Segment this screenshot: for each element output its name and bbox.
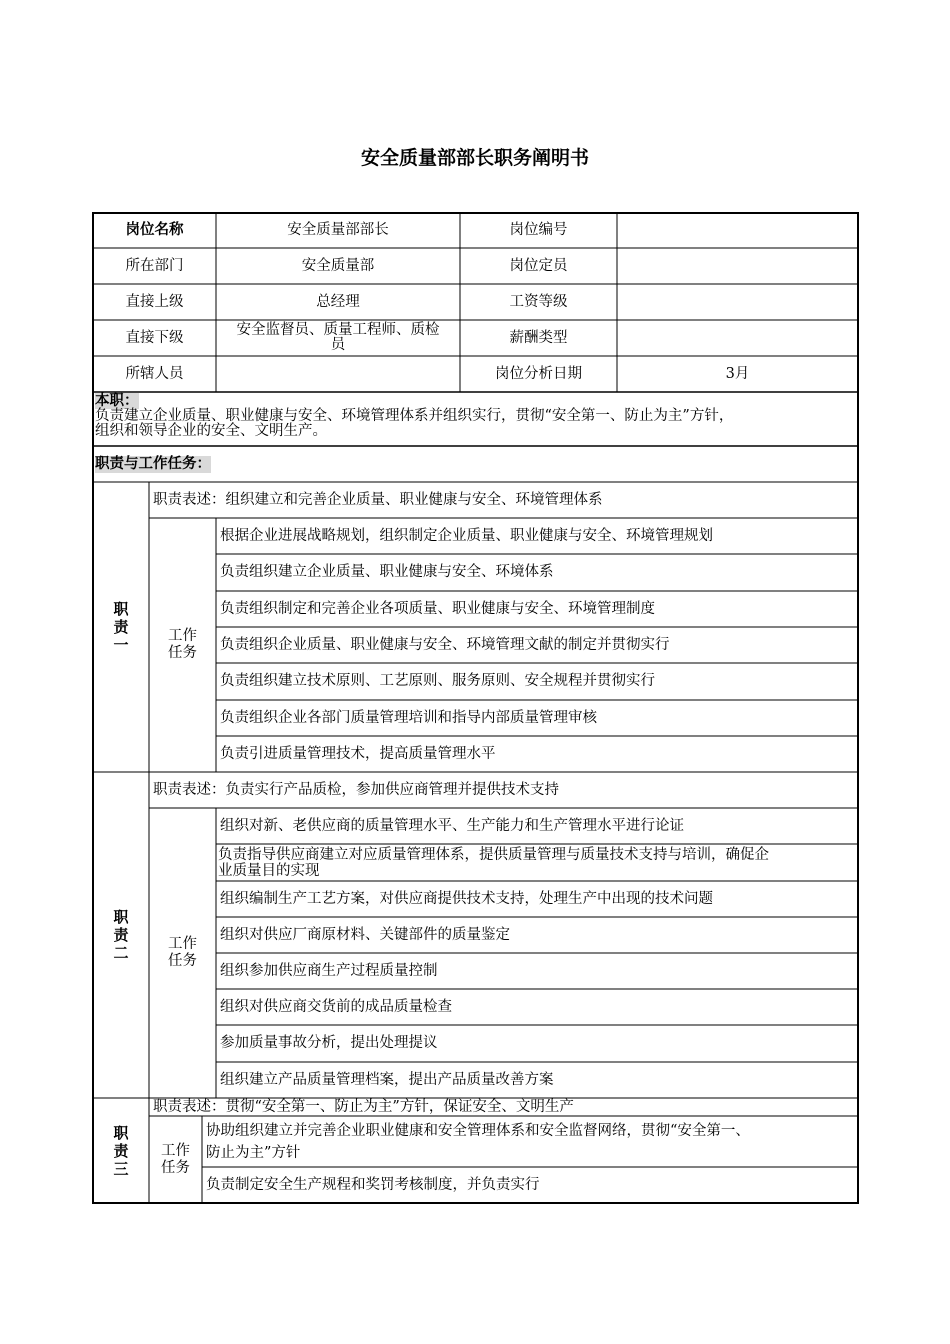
duty-main-line2: 组织和领导企业的安全、文明生产。	[95, 423, 327, 439]
pay-value	[617, 320, 858, 356]
duty1-task: 负责组织建立企业质量、职业健康与安全、环境体系	[220, 564, 554, 580]
duty1-task-label	[149, 518, 216, 772]
analysis-date-label: 岗位分析日期	[495, 365, 582, 382]
post-name-label: 岗位名称	[125, 222, 184, 238]
duty2-task: 组织编制生产工艺方案，对供应商提供技术支持，处理生产中出现的技术问题	[220, 890, 713, 907]
subordinate-label: 直接下级	[125, 329, 184, 346]
duty3-task-line: 防止为主”方针	[206, 1144, 301, 1161]
duty2-label-char: 二	[113, 944, 129, 962]
post-no-value	[617, 213, 858, 248]
duty2-task: 组织对供应商交货前的成品质量检查	[220, 998, 452, 1015]
duty2-task: 组织对新、老供应商的质量管理水平、生产能力和生产管理水平进行论证	[220, 817, 684, 834]
task-label-line: 工作	[168, 628, 197, 644]
wage-value	[617, 284, 858, 320]
wage-label: 工资等级	[509, 293, 568, 310]
pay-label: 薪酬类型	[509, 329, 568, 346]
duty3-label-char: 责	[113, 1141, 129, 1160]
duty2-label-char: 职	[113, 908, 129, 926]
duty-main-label: 本职：	[95, 393, 139, 409]
duty2-label	[93, 772, 149, 1098]
post-no-label: 岗位编号	[509, 222, 568, 238]
duty2-task	[216, 844, 858, 881]
superior-label: 直接上级	[125, 293, 184, 310]
duty1-task: 负责组织制定和完善企业各项质量、职业健康与安全、环境管理制度	[220, 600, 655, 617]
superior-value: 总经理	[316, 293, 360, 310]
task-label-line: 工作	[168, 936, 197, 952]
duty3-label-char: 三	[113, 1159, 129, 1178]
duty-main-line1: 负责建立企业质量、职业健康与安全、环境管理体系并组织实行，贯彻“安全第一、防止为主”方针，	[95, 408, 734, 424]
post-name-value: 安全质量部部长	[287, 222, 389, 238]
task-label-line: 工作	[161, 1142, 190, 1159]
duty1-task: 负责组织建立技术原则、工艺原则、服务原则、安全规程并贯彻实行	[220, 673, 655, 689]
duty-main	[95, 394, 857, 446]
duties-header: 职责与工作任务：	[95, 455, 211, 472]
duty2-task-line: 业质量目的实现	[218, 862, 320, 879]
analysis-date-value: 3月	[725, 365, 750, 382]
duty3-task: 负责制定安全生产规程和奖罚考核制度，并负责实行	[206, 1176, 540, 1193]
duty2-task-label	[149, 808, 216, 1098]
duty1-task: 负责组织企业各部门质量管理培训和指导内部质量管理审核	[220, 709, 597, 726]
under-value	[216, 356, 460, 392]
duty2-task: 组织参加供应商生产过程质量控制	[220, 962, 438, 979]
duty1-task: 根据企业进展战略规划，组织制定企业质量、职业健康与安全、环境管理规划	[220, 527, 713, 544]
staffing-value	[617, 248, 858, 284]
subordinate-line2: 员	[330, 337, 346, 353]
duty1-desc: 职责表述：组织建立和完善企业质量、职业健康与安全、环境管理体系	[153, 491, 603, 508]
dept-label: 所在部门	[125, 257, 184, 274]
duty2-task-line: 负责指导供应商建立对应质量管理体系，提供质量管理与质量技术支持与培训，确促企	[218, 846, 769, 863]
task-label-line: 任务	[168, 953, 197, 969]
duty1-label-char: 责	[113, 618, 129, 636]
duty3-label	[93, 1098, 149, 1203]
staffing-label: 岗位定员	[509, 257, 568, 274]
duty3-label-char: 职	[113, 1123, 129, 1142]
duties-header-cell	[95, 446, 857, 482]
subordinate-value	[216, 320, 460, 356]
duty2-label-char: 责	[113, 926, 129, 944]
duty1-label-char: 职	[113, 600, 129, 618]
duty1-task: 负责组织企业质量、职业健康与安全、环境管理文献的制定并贯彻实行	[220, 636, 670, 653]
duty1-task: 负责引进质量管理技术，提高质量管理水平	[220, 745, 496, 762]
subordinate-line1: 安全监督员、质量工程师、质检	[236, 322, 440, 338]
task-label-line: 任务	[168, 645, 197, 661]
dept-value: 安全质量部	[301, 257, 375, 274]
duty2-task: 组织建立产品质量管理档案，提出产品质量改善方案	[220, 1071, 554, 1088]
task-label-line: 任务	[161, 1159, 190, 1176]
duty1-label-char: 一	[113, 636, 129, 654]
duty2-task: 参加质量事故分析，提出处理提议	[220, 1035, 438, 1051]
duty1-label	[93, 482, 149, 772]
duty3-task	[202, 1116, 858, 1167]
duty3-task-line: 协助组织建立并完善企业职业健康和安全管理体系和安全监督网络，贯彻“安全第一、	[206, 1122, 750, 1139]
document-title: 安全质量部部长职务阐明书	[360, 147, 589, 169]
duty2-task: 组织对供应厂商原材料、关键部件的质量鉴定	[220, 926, 510, 943]
duty3-task-label	[149, 1116, 202, 1203]
duty2-desc: 职责表述：负责实行产品质检，参加供应商管理并提供技术支持	[153, 781, 559, 798]
under-label: 所辖人员	[125, 365, 184, 382]
duty3-desc: 职责表述：贯彻“安全第一、防止为主”方针，保证安全、文明生产	[153, 1098, 574, 1115]
